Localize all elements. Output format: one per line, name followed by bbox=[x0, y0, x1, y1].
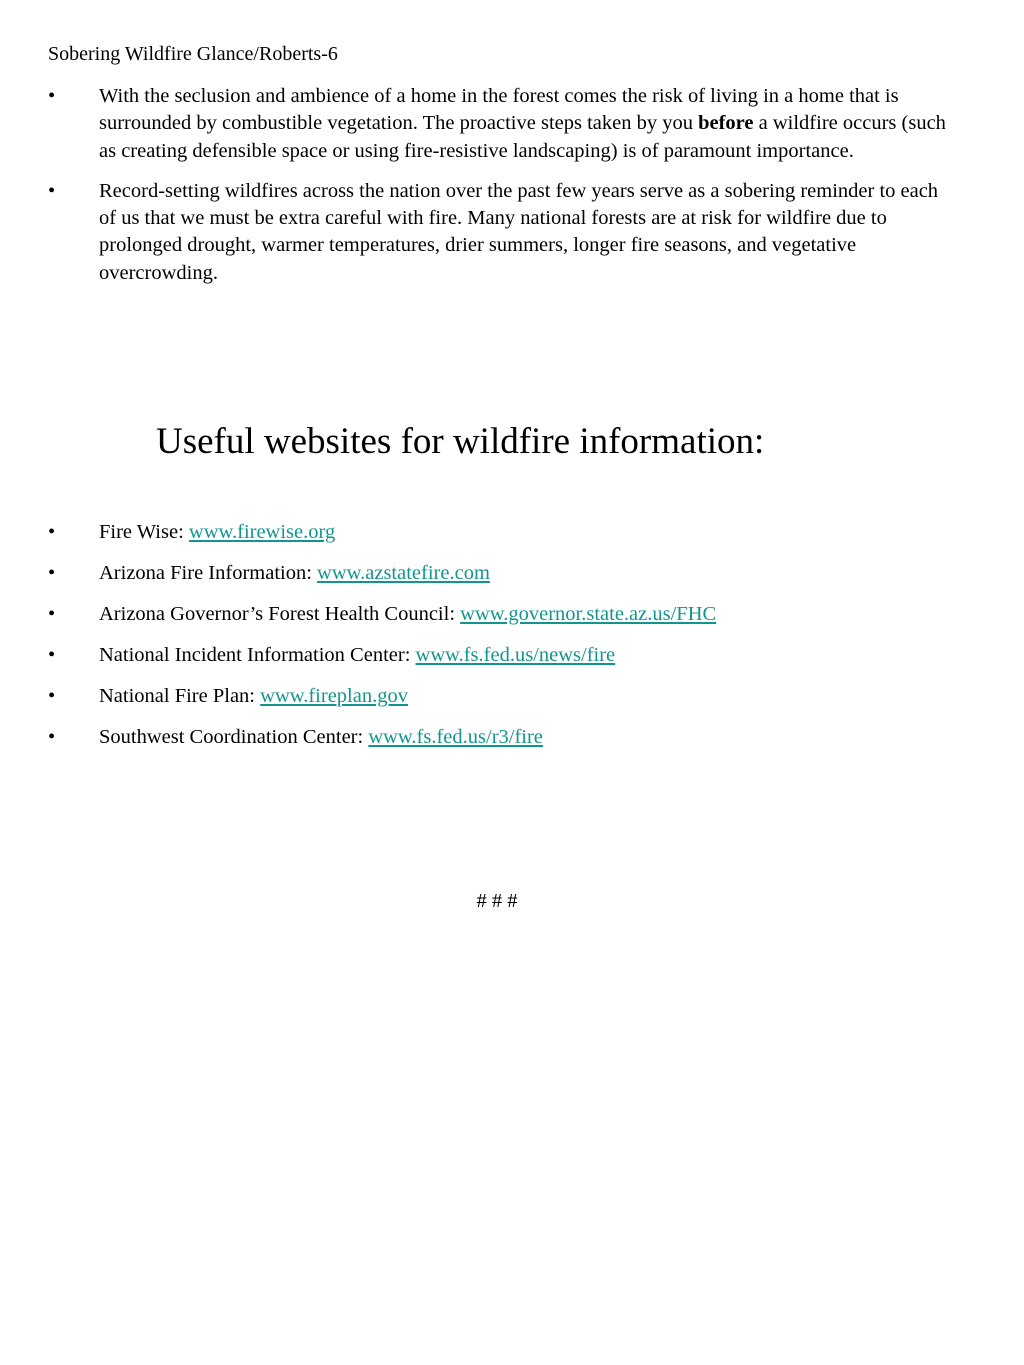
website-label: National Incident Information Center: bbox=[99, 644, 416, 666]
website-link-news-fire[interactable]: www.fs.fed.us/news/fire bbox=[415, 644, 616, 666]
bullet-text-part: Record-setting wildfires across the nation over the past few years serve as a sobering reminder to each of us that we must be extra careful with fire. Many national forests are at risk for wildfire due to prolonged drought, warmer temperatures, drier summers, longer fire seasons, and vegetative overcrowding. bbox=[99, 179, 939, 284]
website-link-firewise[interactable]: www.firewise.org bbox=[188, 521, 336, 543]
website-link-fhc[interactable]: www.governor.state.az.us/FHC bbox=[460, 603, 717, 625]
bullet-text bbox=[99, 85, 946, 162]
bullet-text bbox=[99, 180, 938, 284]
bullet-marker: • bbox=[48, 644, 56, 666]
website-link-fireplan[interactable]: www.fireplan.gov bbox=[260, 685, 408, 707]
website-label: Fire Wise: bbox=[99, 521, 189, 543]
website-label: Arizona Governor’s Forest Health Council: bbox=[99, 603, 461, 625]
website-item bbox=[48, 642, 716, 683]
website-item bbox=[48, 683, 716, 724]
website-list bbox=[48, 519, 716, 765]
bullet-marker: • bbox=[48, 726, 56, 748]
bullet-marker: • bbox=[48, 603, 56, 625]
bullet-text-part: a wildfire occurs (such as creating defensible space or using fire-resistive landscaping) is of paramount importance. bbox=[99, 112, 946, 162]
bullet-text-part: With the seclusion and ambience of a home in the forest comes the risk of living in a home that is surrounded by combustible vegetation. The proactive steps taken by you bbox=[99, 85, 899, 135]
website-link-r3-fire[interactable]: www.fs.fed.us/r3/fire bbox=[368, 726, 543, 748]
end-of-document-mark: # # # bbox=[476, 890, 518, 912]
page-slug: Sobering Wildfire Glance/Roberts-6 bbox=[48, 43, 338, 65]
intro-bullet-list bbox=[48, 83, 948, 300]
website-item bbox=[48, 724, 716, 765]
bullet-marker: • bbox=[48, 685, 56, 707]
website-item bbox=[48, 560, 716, 601]
bullet-marker: • bbox=[48, 85, 56, 107]
bullet-marker: • bbox=[48, 179, 56, 202]
intro-bullet-item bbox=[48, 178, 948, 287]
website-item bbox=[48, 519, 716, 560]
bullet-marker: • bbox=[48, 521, 56, 543]
section-title: Useful websites for wildfire information: bbox=[156, 421, 765, 462]
bullet-marker: • bbox=[48, 562, 56, 584]
intro-bullet-item bbox=[48, 83, 948, 165]
website-label: Arizona Fire Information: bbox=[99, 562, 318, 584]
bullet-text-emphasis: before bbox=[698, 112, 754, 135]
website-label: Southwest Coordination Center: bbox=[99, 726, 369, 748]
website-label: National Fire Plan: bbox=[99, 685, 261, 707]
website-item bbox=[48, 601, 716, 642]
website-link-azstatefire[interactable]: www.azstatefire.com bbox=[317, 562, 490, 584]
